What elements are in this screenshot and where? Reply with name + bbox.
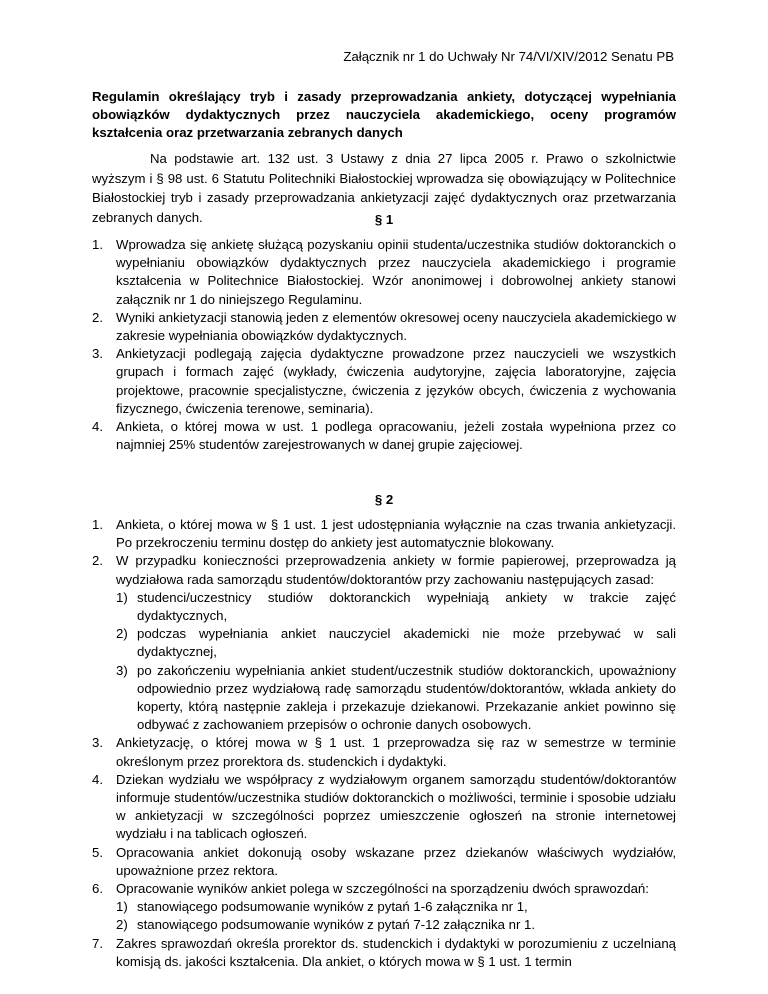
item-number: 3. xyxy=(92,735,103,751)
intro-paragraph: Na podstawie art. 132 ust. 3 Ustawy z dnia 27 lipca 2005 r. Prawo o szkolnictwie wyższym i § 98 ust. 6 Statutu Politechniki Białostockiej wprowadza się obowiązujący w Politechnice Białostockiej tryb i zasady przeprowadzania ankietyzacji zajęć dydaktycznych oraz przetwarzania zebranych danych. xyxy=(92,151,676,225)
sub-list-item xyxy=(116,662,676,735)
item-number: 1. xyxy=(92,517,103,532)
sub-list xyxy=(116,898,676,934)
section-2-heading: § 2 xyxy=(374,492,394,507)
sub-list-item xyxy=(116,625,676,661)
list-item xyxy=(92,771,676,844)
sub-item-number: 1) xyxy=(116,589,128,605)
section-1-heading: § 1 xyxy=(374,212,394,227)
item-text: Wprowadza się ankietę służącą pozyskaniu opinii studenta/uczestnika studiów doktoranckich o wypełnianiu obowiązków dydaktycznych przez nauczyciela akademickiego i programie kształcenia w Politechnice Białostockiej. Wzór anonimowej i dobrowolnej ankiety stanowi załącznik nr 1 do niniejszego Regulaminu. xyxy=(116,237,676,307)
item-text: Ankietyzacji podlegają zajęcia dydaktyczne prowadzone przez nauczycieli we wszystkich grupach i formach zajęć (wykłady, ćwiczenia audytoryjne, zajęcia laboratoryjne, zajęcia projektowe, pracownie specjalistyczne, ćwiczenia z języków obcych, ćwiczenia z wychowania fizycznego, ćwiczenia terenowe, seminaria). xyxy=(116,346,676,416)
item-text: Ankieta, o której mowa w § 1 ust. 1 jest udostępniania wyłącznie na czas trwania ankietyzacji. Po przekroczeniu terminu dostęp do ankiety jest automatycznie blokowany. xyxy=(116,517,676,551)
item-number: 4. xyxy=(92,771,103,787)
list-item xyxy=(92,418,676,454)
item-number: 7. xyxy=(92,935,103,951)
item-number: 1. xyxy=(92,237,103,252)
list-item xyxy=(92,880,676,935)
list-item xyxy=(92,935,676,971)
item-text: Dziekan wydziału we współpracy z wydziałowym organem samorządu studentów/doktorantów informuje studentów/uczestnika studiów doktoranckich o możliwości, terminie i sposobie udziału w ankietyzacji w szczególności poprzez umieszczenie ogłoszeń na stronie internetowej wydziału i na tablicach ogłoszeń. xyxy=(116,771,676,842)
item-text: W przypadku konieczności przeprowadzenia ankiety w formie papierowej, przeprowadza ją wydziałowa rada samorządu studentów/doktorantów przy zachowaniu następujących zasad: xyxy=(116,553,676,587)
document-title: Regulamin określający tryb i zasady przeprowadzania ankiety, dotyczącej wypełniania obowiązków dydaktycznych przez nauczyciela akademickiego, oceny programów kształcenia oraz przetwarzania zebranych danych xyxy=(92,89,676,140)
item-number: 2. xyxy=(92,309,103,325)
item-number: 3. xyxy=(92,346,103,362)
sub-item-text: po zakończeniu wypełniania ankiet student/uczestnik studiów doktoranckich, upoważniony odpowiednio przez wydziałową radę samorządu studentów/doktorantów, wkłada ankiety do koperty, którą następnie zakleja i przekazuje dziekanowi. Przekazanie ankiet powinno się odbywać z zachowaniem przepisów o ochronie danych osobowych. xyxy=(137,662,676,733)
sub-list-item xyxy=(116,589,676,625)
sub-item-number: 2) xyxy=(116,626,128,642)
item-text: Opracowanie wyników ankiet polega w szczególności na sporządzeniu dwóch sprawozdań: xyxy=(116,881,649,897)
sub-item-text: podczas wypełniania ankiet nauczyciel akademicki nie może przebywać w sali dydaktycznej, xyxy=(137,626,676,660)
item-text: Ankieta, o której mowa w ust. 1 podlega opracowaniu, jeżeli została wypełniona przez co najmniej 25% studentów zarejestrowanych w danej grupie zajęciowej. xyxy=(116,419,676,453)
list-item xyxy=(92,309,676,345)
sub-item-text: studenci/uczestnicy studiów doktoranckich wypełniają ankiety w trakcie zajęć dydaktycznych, xyxy=(137,589,676,624)
item-text: Ankietyzację, o której mowa w § 1 ust. 1 przeprowadza się raz w semestrze w terminie określonym przez prorektora ds. studenckich i dydaktyki. xyxy=(116,735,676,769)
section-1-list xyxy=(92,236,676,454)
list-item xyxy=(92,516,676,552)
attachment-note: Załącznik nr 1 do Uchwały Nr 74/VI/XIV/2012 Senatu PB xyxy=(343,49,674,64)
list-item xyxy=(92,734,676,770)
list-item xyxy=(92,345,676,418)
item-number: 4. xyxy=(92,419,103,435)
sub-item-number: 3) xyxy=(116,662,128,678)
item-number: 5. xyxy=(92,844,103,860)
list-item xyxy=(92,844,676,880)
sub-list-item xyxy=(116,916,676,934)
list-item xyxy=(92,236,676,309)
item-text: Zakres sprawozdań określa prorektor ds. studenckich i dydaktyki w porozumieniu z uczelnianą komisją ds. jakości kształcenia. Dla ankiet, o których mowa w § 1 ust. 1 termin xyxy=(116,935,676,969)
sub-item-number: 1) xyxy=(116,899,128,915)
sub-item-text: stanowiącego podsumowanie wyników z pytań 7-12 załącznika nr 1. xyxy=(137,917,536,933)
list-item xyxy=(92,552,676,734)
sub-list xyxy=(116,589,676,735)
item-text: Wyniki ankietyzacji stanowią jeden z elementów okresowej oceny nauczyciela akademickiego w zakresie wypełniania obowiązków dydaktycznych. xyxy=(116,309,676,344)
item-number: 6. xyxy=(92,881,103,897)
sub-item-text: stanowiącego podsumowanie wyników z pytań 1-6 załącznika nr 1, xyxy=(137,899,528,915)
item-number: 2. xyxy=(92,553,103,569)
sub-list-item xyxy=(116,898,676,916)
sub-item-number: 2) xyxy=(116,917,128,933)
item-text: Opracowania ankiet dokonują osoby wskazane przez dziekanów właściwych wydziałów, upoważnione przez rektora. xyxy=(116,844,676,878)
section-2-list xyxy=(92,516,676,971)
